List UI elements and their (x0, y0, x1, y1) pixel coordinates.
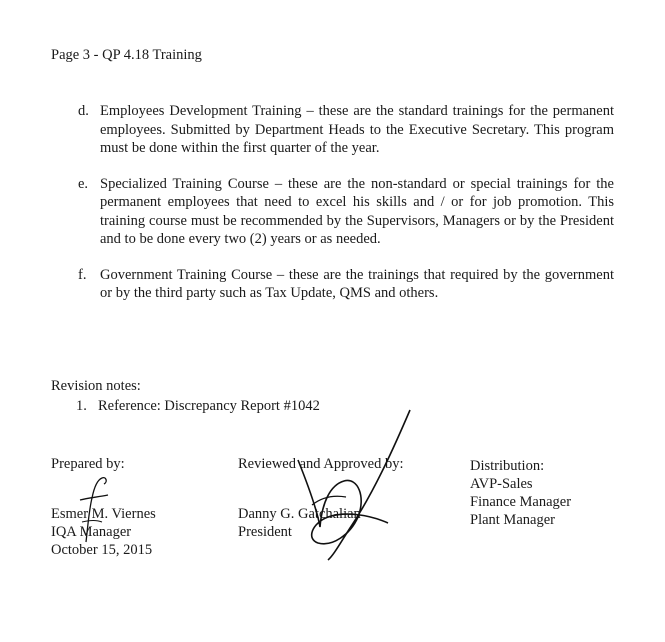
preparer-name: Esmer M. Viernes (51, 506, 156, 522)
list-text: Government Training Course – these are the trainings that required by the government or by the third party such as Tax Update, QMS and others. (100, 266, 614, 301)
distribution-block (470, 457, 571, 529)
prepared-by-block (51, 455, 156, 559)
reviewer-title: President (238, 524, 292, 540)
distribution-item: Plant Manager (470, 512, 555, 528)
revision-note-item (76, 398, 320, 415)
list-text: Specialized Training Course – these are the non-standard or special trainings for the permanent employees that need to excel his skills and / or for job promotion. This training course must be recommended by the Supervisors, Managers or by the President and to be done every two (2) years or as needed. (100, 175, 614, 247)
training-list (78, 102, 614, 320)
distribution-item: AVP-Sales (470, 476, 533, 492)
list-item (78, 266, 614, 303)
list-text: Employees Development Training – these are the standard trainings for the permanent employees. Submitted by Department Heads to the Executive Secretary. This program must be done within the first quarter of the year. (100, 103, 614, 156)
list-marker: d. (78, 103, 89, 119)
prepared-by-label: Prepared by: (51, 456, 125, 472)
revision-notes-title: Revision notes: (51, 378, 141, 394)
list-marker: f. (78, 266, 87, 283)
reviewer-name: Danny G. Gatchalian (238, 506, 361, 522)
list-marker: e. (78, 175, 89, 192)
reviewed-by-label: Reviewed and Approved by: (238, 456, 404, 472)
revision-note-text: Reference: Discrepancy Report #1042 (98, 398, 320, 414)
list-item (78, 175, 614, 249)
prepared-date: October 15, 2015 (51, 542, 153, 558)
distribution-label: Distribution: (470, 458, 545, 474)
reviewed-by-block (238, 455, 404, 541)
page-header: Page 3 - QP 4.18 Training (51, 47, 202, 63)
revision-note-number: 1. (76, 398, 87, 414)
list-item (78, 102, 614, 158)
preparer-title: IQA Manager (51, 524, 132, 540)
distribution-item: Finance Manager (470, 494, 572, 510)
